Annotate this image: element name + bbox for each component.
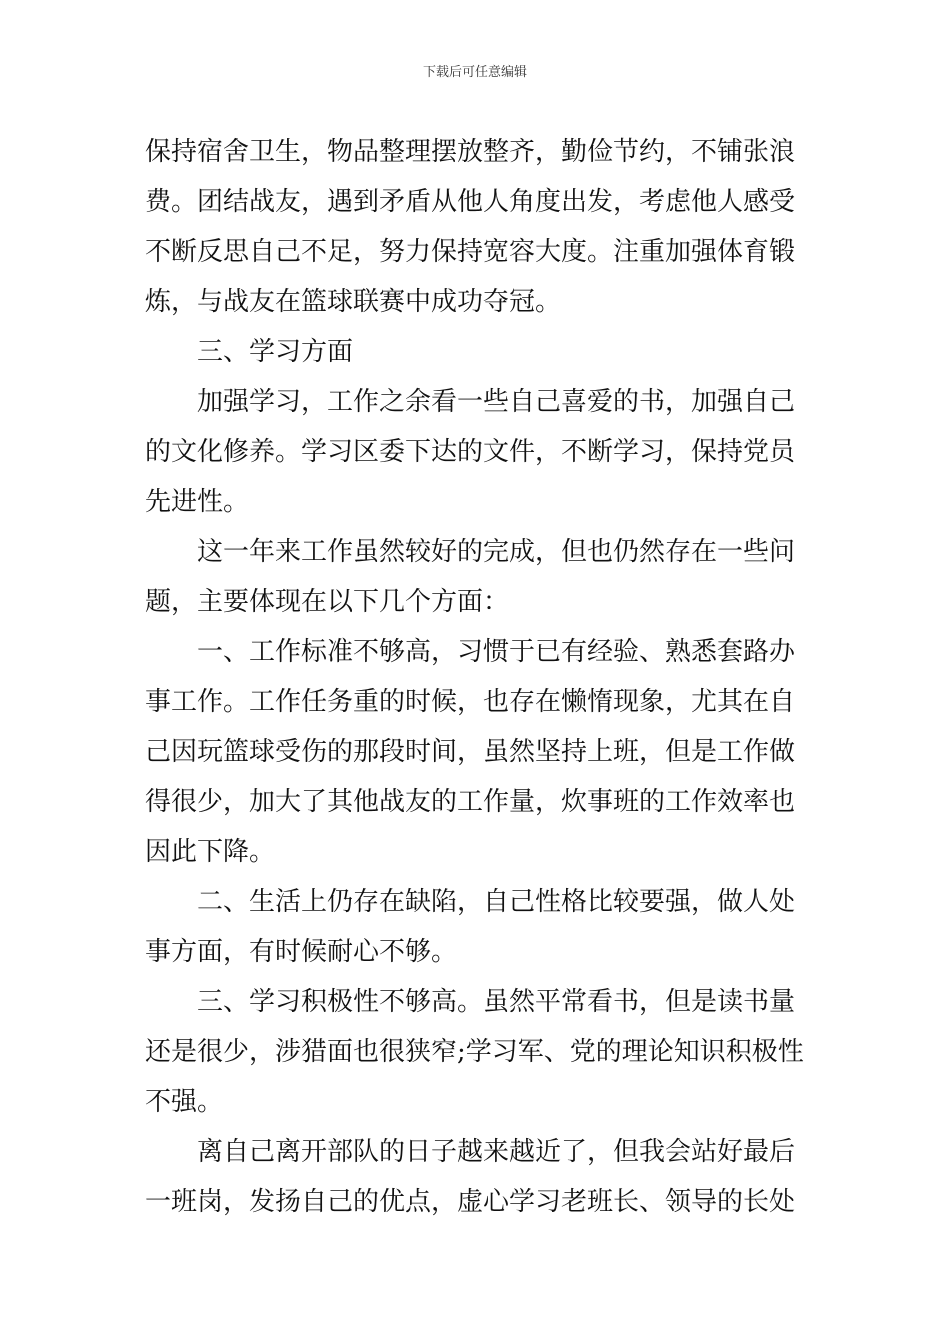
section-heading: 三、学习方面: [197, 337, 354, 367]
text-line: 还是很少，涉猎面也很狭窄;学习军、党的理论知识积极性: [145, 1037, 804, 1067]
text-line: 一、工作标准不够高，习惯于已有经验、熟悉套路办: [197, 637, 796, 667]
text-line: 不断反思自己不足，努力保持宽容大度。注重加强体育锻: [145, 237, 796, 267]
text-line: 得很少，加大了其他战友的工作量，炊事班的工作效率也: [145, 787, 796, 817]
text-line: 保持宿舍卫生，物品整理摆放整齐，勤俭节约，不铺张浪: [145, 137, 796, 167]
text-line: 的文化修养。学习区委下达的文件，不断学习，保持党员: [145, 437, 796, 467]
document-body: [145, 127, 811, 1227]
text-line: 三、学习积极性不够高。虽然平常看书，但是读书量: [197, 987, 796, 1017]
text-line: 一班岗，发扬自己的优点，虚心学习老班长、领导的长处: [145, 1187, 796, 1217]
text-line: 炼，与战友在篮球联赛中成功夺冠。: [145, 287, 562, 317]
text-line: 离自己离开部队的日子越来越近了，但我会站好最后: [197, 1137, 796, 1167]
text-line: 事方面，有时候耐心不够。: [145, 937, 458, 967]
text-line: 己因玩篮球受伤的那段时间，虽然坚持上班，但是工作做: [145, 737, 796, 767]
text-line: 先进性。: [145, 487, 250, 517]
text-line: 因此下降。: [145, 837, 276, 867]
text-line: 不强。: [145, 1087, 224, 1117]
text-line: 二、生活上仍存在缺陷，自己性格比较要强，做人处: [197, 887, 796, 917]
text-line: 加强学习，工作之余看一些自己喜爱的书，加强自己: [197, 387, 796, 417]
text-line: 事工作。工作任务重的时候，也存在懒惰现象，尤其在自: [145, 687, 796, 717]
text-line: 题，主要体现在以下几个方面：: [145, 587, 510, 617]
header-note: 下载后可任意编辑: [422, 65, 527, 80]
text-line: 这一年来工作虽然较好的完成，但也仍然存在一些问: [197, 537, 796, 567]
text-line: 费。团结战友，遇到矛盾从他人角度出发，考虑他人感受: [145, 187, 796, 217]
